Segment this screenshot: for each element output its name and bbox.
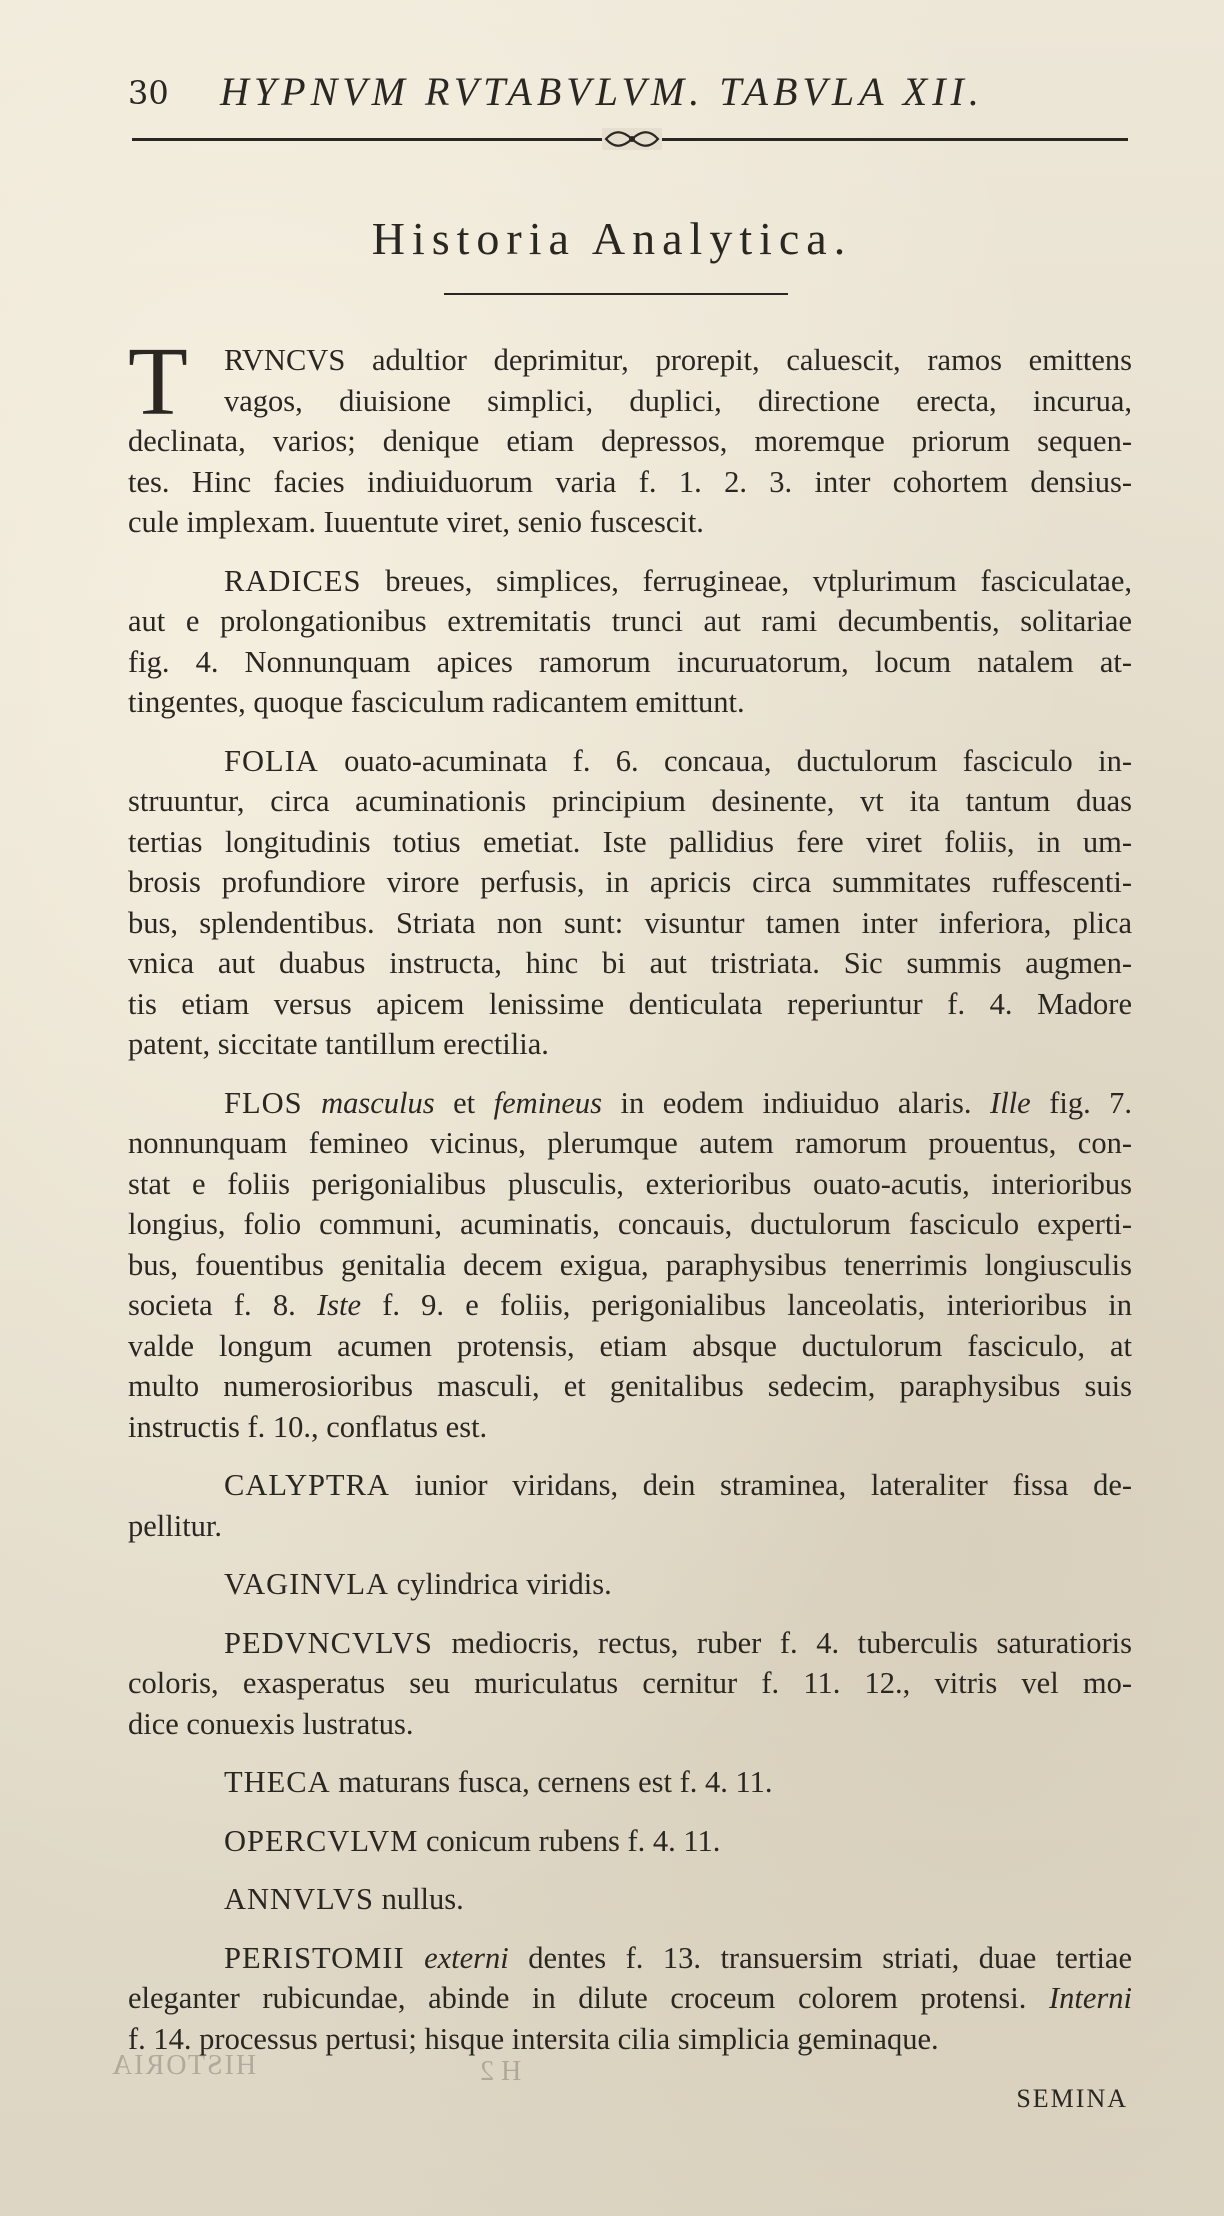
term-label: FOLIA	[224, 743, 319, 778]
text-line: dice conuexis lustratus.	[128, 1706, 414, 1741]
text-line: tingentes, quoque fasciculum radicantem emittunt.	[128, 685, 745, 719]
catchword: SEMINA	[1016, 2084, 1128, 2113]
term-label: ANNVLVS	[224, 1882, 374, 1916]
text-line: valde longum acumen protensis, etiam absque ductulorum fasciculo, at	[128, 1328, 1132, 1363]
text-line: eleganter rubicundae, abinde in dilute croceum colorem protensi. Interni	[128, 1981, 1132, 2015]
term-label: PERISTOMII	[224, 1940, 405, 1975]
text-line: patent, siccitate tantillum erectilia.	[128, 1027, 549, 1061]
page-number: 30	[128, 74, 169, 112]
text-line: instructis f. 10., conflatus est.	[128, 1409, 488, 1444]
term-label: RADICES	[224, 563, 362, 598]
paragraph-calyptra	[128, 1465, 1132, 1546]
text-line: brosis profundiore virore perfusis, in apricis circa summitates ruffescenti-	[128, 865, 1132, 899]
show-through-text: HISTORIA	[110, 2050, 257, 2081]
text-line: vagos, diuisione simplici, duplici, directione erecta, incurua,	[224, 383, 1132, 418]
drop-cap: T	[128, 328, 188, 436]
text-line: VAGINVLA cylindrica viridis.	[224, 1567, 612, 1601]
text-line: struuntur, circa acuminationis principium desinente, vt ita tantum duas	[128, 784, 1132, 818]
text-line: tertias longitudinis totius emetiat. Iste pallidius fere viret foliis, in um-	[128, 824, 1132, 859]
text-line: coloris, exasperatus seu muriculatus cernitur f. 11. 12., vitris vel mo-	[128, 1666, 1132, 1700]
text-line: declinata, varios; denique etiam depressos, moremque priorum sequen-	[128, 424, 1132, 458]
text-line: nonnunquam femineo vicinus, plerumque autem ramorum prouentus, con-	[128, 1126, 1132, 1160]
text-line: longius, folio communi, acuminatis, concauis, ductulorum fasciculo experti-	[128, 1207, 1132, 1241]
paragraph-theca	[128, 1762, 1132, 1803]
text-line: ANNVLVS nullus.	[224, 1882, 464, 1916]
text-line: OPERCVLVM conicum rubens f. 4. 11.	[224, 1823, 721, 1858]
running-head	[128, 64, 1128, 124]
text-line: PERISTOMII externi dentes f. 13. transuersim striati, duae tertiae	[224, 1940, 1132, 1975]
paragraph-annulus	[128, 1879, 1132, 1920]
paragraph-flos	[128, 1083, 1132, 1448]
term-label: FLOS	[224, 1085, 303, 1120]
text-line: PEDVNCVLVS mediocris, rectus, ruber f. 4. tuberculis saturatioris	[224, 1625, 1133, 1660]
paragraph-folia	[128, 741, 1132, 1065]
text-line: bus, fouentibus genitalia decem exigua, paraphysibus tenerrimis longiusculis	[128, 1247, 1132, 1282]
text-line: aut e prolongationibus extremitatis trunci aut rami decumbentis, solitariae	[128, 604, 1132, 638]
text-line: CALYPTRA iunior viridans, dein straminea, lateraliter fissa de-	[224, 1468, 1133, 1502]
term-label: PEDVNCVLVS	[224, 1625, 433, 1660]
body-text	[128, 328, 1133, 2077]
text-line: FOLIA ouato-acuminata f. 6. concaua, ductulorum fasciculo in-	[224, 743, 1132, 778]
text-line: fig. 4. Nonnunquam apices ramorum incuruatorum, locum natalem at-	[128, 644, 1132, 679]
paragraph-vaginula	[128, 1564, 1132, 1605]
text-line: THECA maturans fusca, cernens est f. 4. 11.	[224, 1765, 773, 1799]
text-line: vnica aut duabus instructa, hinc bi aut tristriata. Sic summis augmen-	[128, 946, 1132, 980]
text-line: societa f. 8. Iste f. 9. e foliis, perigonialibus lanceolatis, interioribus in	[128, 1288, 1132, 1322]
term-label: OPERCVLVM	[224, 1823, 419, 1858]
text-line: cule implexam. Iuuentute viret, senio fuscescit.	[128, 505, 704, 539]
paragraph-operculum	[128, 1821, 1132, 1862]
title-rule	[444, 293, 788, 295]
term-label: THECA	[224, 1765, 331, 1799]
paragraph-truncus	[128, 328, 1132, 543]
text-line: pellitur.	[128, 1508, 223, 1543]
text-line: tes. Hinc facies indiuiduorum varia f. 1. 2. 3. inter cohortem densius-	[128, 464, 1132, 499]
text-line: f. 14. processus pertusi; hisque intersita cilia simplicia geminaque.	[128, 2021, 939, 2056]
text-line: multo numerosioribus masculi, et genitalibus sedecim, paraphysibus suis	[128, 1369, 1132, 1403]
text-line: stat e foliis perigonialibus plusculis, exterioribus ouato-acutis, interioribus	[128, 1166, 1132, 1201]
paragraph-pedunculus	[128, 1623, 1132, 1745]
head-rule	[132, 128, 1128, 152]
ornament-icon	[602, 128, 662, 150]
section-title: Historia Analytica.	[371, 213, 853, 264]
text-line: RVNCVS adultior deprimitur, prorepit, caluescit, ramos emittens	[224, 343, 1132, 377]
term-label: VAGINVLA	[224, 1567, 390, 1601]
term-label: CALYPTRA	[224, 1468, 390, 1502]
paragraph-peristomii	[128, 1938, 1132, 2060]
running-title: HYPNVM RVTABVLVM. TABVLA XII.	[220, 69, 984, 114]
text-line: bus, splendentibus. Striata non sunt: visuntur tamen inter inferiora, plica	[128, 905, 1132, 940]
show-through-signature: H 2	[480, 2056, 522, 2087]
text-line: tis etiam versus apicem lenissime denticulata reperiuntur f. 4. Madore	[128, 986, 1132, 1021]
text-line: FLOS masculus et femineus in eodem indiuiduo alaris. Ille fig. 7.	[224, 1085, 1133, 1120]
text-line: RADICES breues, simplices, ferrugineae, vtplurimum fasciculatae,	[224, 563, 1133, 598]
paragraph-radices	[128, 561, 1132, 723]
